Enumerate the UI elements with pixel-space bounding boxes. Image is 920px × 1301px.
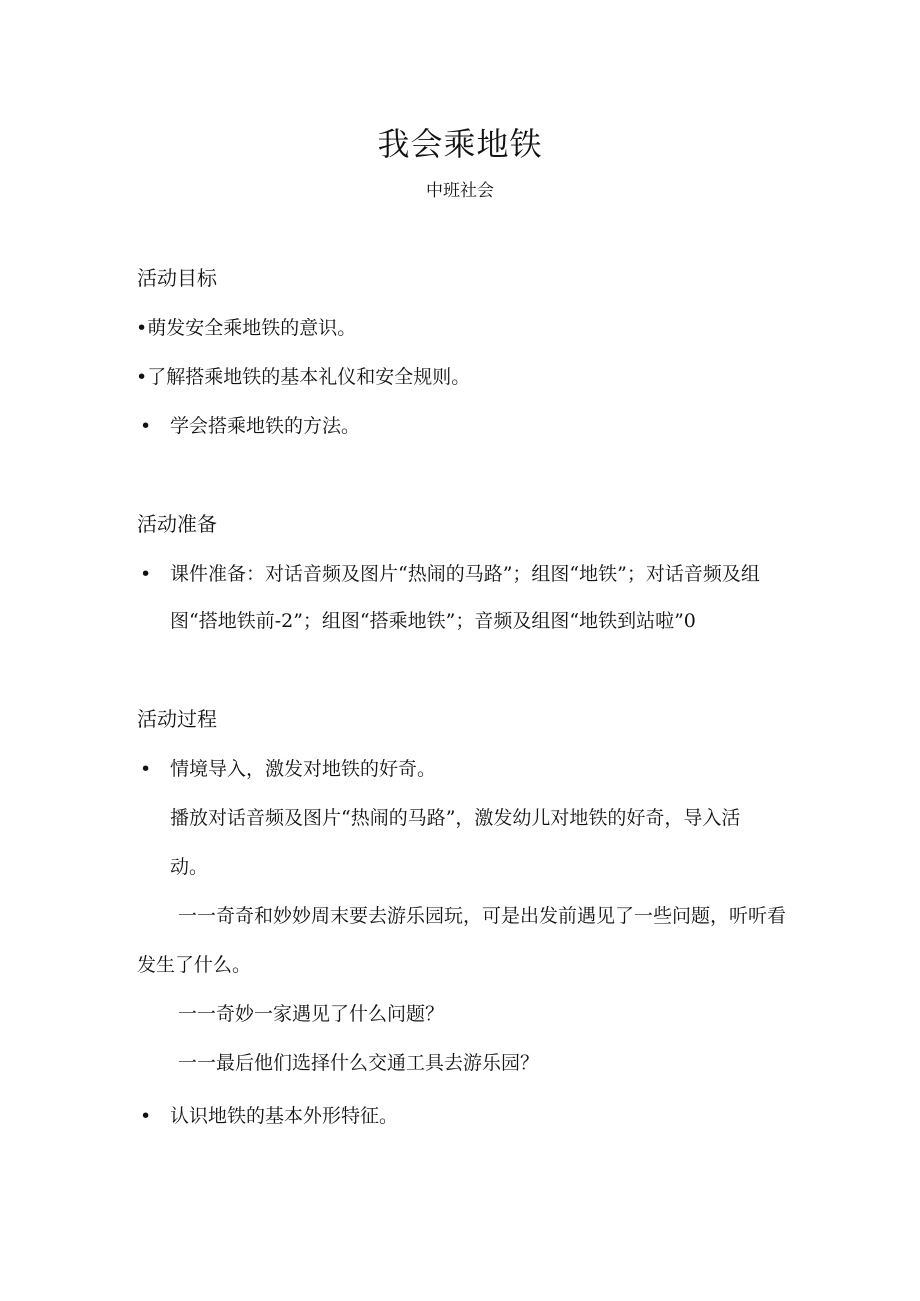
bullet-marker: • bbox=[140, 415, 152, 437]
quote-line: 发生了什么。 bbox=[137, 954, 252, 976]
process-description-line: 播放对话音频及图片“热闹的马路”，激发幼儿对地铁的好奇，导入活 bbox=[170, 807, 741, 829]
list-item bbox=[0, 559, 920, 639]
preparation-text-line: 图“搭地铁前-2”；组图“搭乘地铁”；音频及组图“地铁到站啦”0 bbox=[170, 610, 696, 632]
section-heading-goals: 活动目标 bbox=[137, 266, 217, 290]
list-item bbox=[0, 411, 920, 441]
bullet-marker: • bbox=[140, 563, 152, 585]
list-item bbox=[136, 362, 470, 392]
goal-text: 了解搭乘地铁的基本礼仪和安全规则。 bbox=[147, 366, 471, 388]
document-title: 我会乘地铁 bbox=[377, 125, 543, 163]
goal-text: 萌发安全乘地铁的意识。 bbox=[147, 317, 357, 339]
quote-line: 一一奇奇和妙妙周末要去游乐园玩，可是出发前遇见了一些问题，听听看 bbox=[178, 905, 787, 927]
quote-line: 一一奇妙一家遇见了什么问题？ bbox=[178, 1003, 445, 1025]
bullet-marker: • bbox=[136, 317, 148, 339]
bullet-marker: • bbox=[140, 1105, 152, 1127]
list-item bbox=[136, 313, 356, 343]
section-heading-preparation: 活动准备 bbox=[137, 512, 217, 536]
goal-text: 学会搭乘地铁的方法。 bbox=[170, 415, 361, 437]
process-step-text: 认识地铁的基本外形特征。 bbox=[170, 1105, 399, 1127]
process-step-text: 情境导入，激发对地铁的好奇。 bbox=[170, 758, 437, 780]
list-item bbox=[0, 1101, 920, 1131]
process-description-line: 动。 bbox=[170, 856, 209, 878]
section-heading-process: 活动过程 bbox=[137, 707, 217, 731]
quote-line: 一一最后他们选择什么交通工具去游乐园？ bbox=[178, 1052, 540, 1074]
bullet-marker: • bbox=[140, 758, 152, 780]
document-subtitle: 中班社会 bbox=[426, 181, 494, 201]
preparation-text-line: 课件准备：对话音频及图片“热闹的马路”；组图“地铁”；对话音频及组 bbox=[170, 563, 760, 585]
bullet-marker: • bbox=[136, 366, 148, 388]
list-item bbox=[0, 754, 920, 784]
